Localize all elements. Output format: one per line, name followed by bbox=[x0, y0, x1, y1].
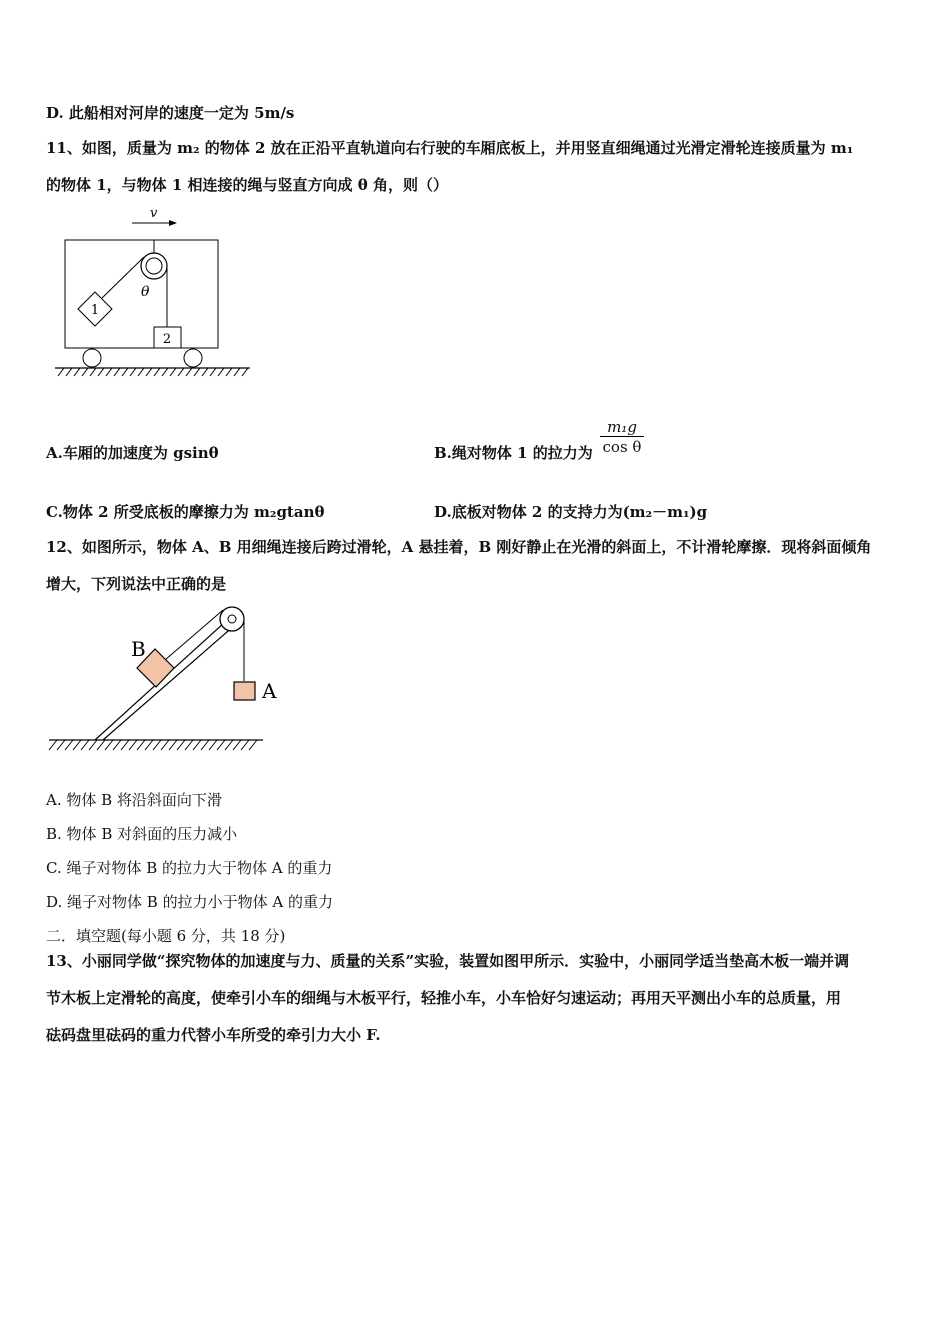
q12-option-d: D. 绳子对物体 B 的拉力小于物体 A 的重力 bbox=[46, 893, 333, 911]
q12-figure-incline-pulley bbox=[45, 598, 285, 758]
q11-option-a: A.车厢的加速度为 gsinθ bbox=[46, 444, 219, 462]
q11-option-b-denominator: cos θ bbox=[602, 438, 642, 456]
q11-option-d: D.底板对物体 2 的支持力为(m₂－m₁)g bbox=[434, 503, 708, 521]
section2-title: 二．填空题(每小题 6 分，共 18 分) bbox=[46, 927, 286, 945]
q11-option-b-prefix: B.绳对物体 1 的拉力为 bbox=[434, 444, 593, 462]
q11-option-b-fraction bbox=[600, 418, 644, 457]
q11-block2-label: 2 bbox=[162, 332, 172, 347]
q12-option-b: B. 物体 B 对斜面的压力减小 bbox=[46, 825, 238, 843]
q11-velocity-label: v bbox=[150, 206, 158, 221]
q12-option-a: A. 物体 B 将沿斜面向下滑 bbox=[46, 791, 222, 809]
q12-stem-line1: 12、如图所示，物体 A、B 用细绳连接后跨过滑轮，A 悬挂着，B 刚好静止在光滑的斜面上，不计滑轮摩擦．现将斜面倾角 bbox=[46, 538, 872, 556]
q11-option-c: C.物体 2 所受底板的摩擦力为 m₂gtanθ bbox=[46, 503, 325, 521]
q11-option-b-numerator: m₁g bbox=[600, 418, 644, 437]
q12-option-c: C. 绳子对物体 B 的拉力大于物体 A 的重力 bbox=[46, 859, 333, 877]
q13-line1: 13、小丽同学做“探究物体的加速度与力、质量的关系”实验，装置如图甲所示．实验中，小丽同学适当垫高木板一端并调 bbox=[46, 952, 850, 970]
q11-stem-line2: 的物体 1，与物体 1 相连接的绳与竖直方向成 θ 角，则（） bbox=[46, 176, 448, 194]
q12-stem-line2: 增大，下列说法中正确的是 bbox=[46, 575, 227, 593]
q12-label-b: B bbox=[131, 637, 146, 661]
q13-line2: 节木板上定滑轮的高度，使牵引小车的细绳与木板平行，轻推小车，小车恰好匀速运动；再用天平测出小车的总质量，用 bbox=[46, 989, 842, 1007]
q10-option-d: D. 此船相对河岸的速度一定为 5m/s bbox=[46, 104, 295, 122]
q11-block1-label: 1 bbox=[90, 303, 100, 318]
q13-line3: 砝码盘里砝码的重力代替小车所受的牵引力大小 F. bbox=[46, 1026, 381, 1044]
q11-stem-line1: 11、如图，质量为 m₂ 的物体 2 放在正沿平直轨道向右行驶的车厢底板上，并用竖直细绳通过光滑定滑轮连接质量为 m₁ bbox=[46, 139, 854, 157]
q11-figure-train-car bbox=[50, 200, 260, 385]
q11-angle-label: θ bbox=[141, 284, 150, 300]
q12-label-a: A bbox=[262, 679, 277, 703]
